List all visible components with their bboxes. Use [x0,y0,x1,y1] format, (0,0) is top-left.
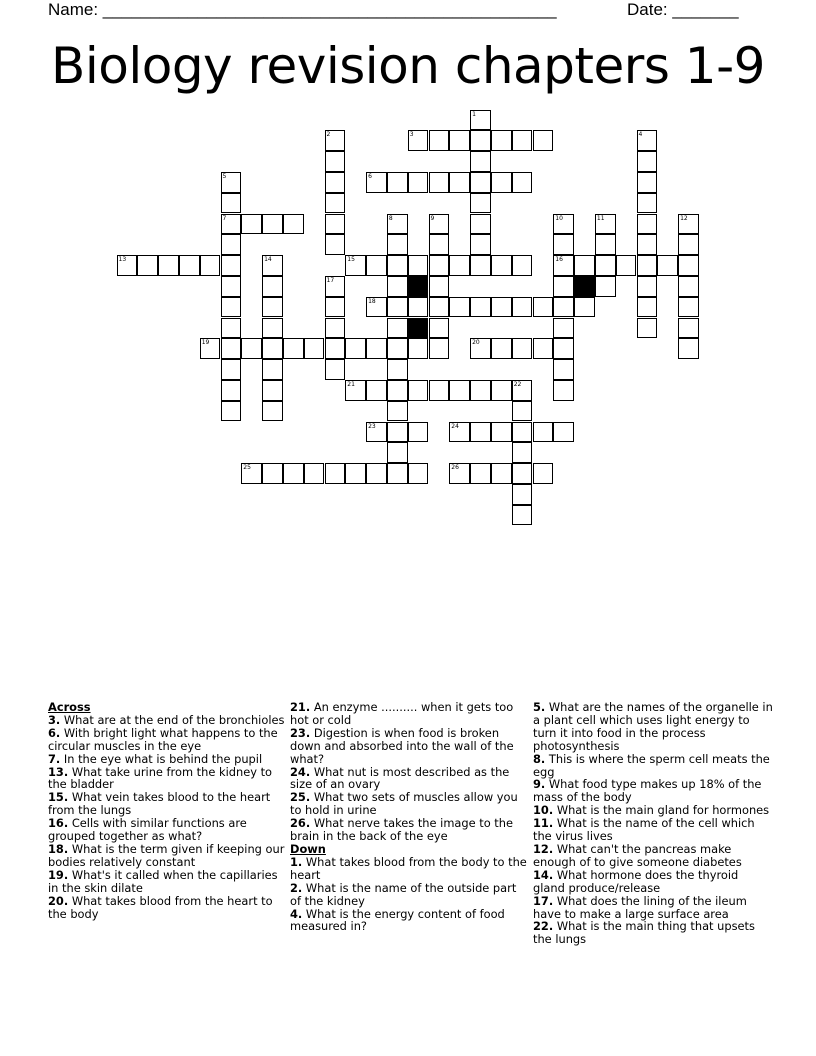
crossword-cell[interactable] [429,234,450,255]
clue-text: What's it called when the capillaries in the skin dilate [48,867,278,895]
clue-number: 17 [326,276,335,284]
down-clue [290,908,530,934]
crossword-cell[interactable] [387,442,408,463]
crossword-cell[interactable] [429,297,450,318]
crossword-cell[interactable] [553,380,574,401]
crossword-cell[interactable] [241,214,262,235]
crossword-cell[interactable] [491,130,512,151]
clue-num: 8. [533,751,546,766]
crossword-cell[interactable] [221,234,242,255]
clue-text: What is the main gland for hormones [556,803,770,818]
crossword-cell[interactable] [366,422,387,443]
clue-num: 24. [290,764,311,779]
crossword-cell[interactable] [512,130,533,151]
clue-text: In the eye what is behind the pupil [63,751,263,766]
crossword-cell[interactable] [470,172,491,193]
down-clue [290,882,530,908]
clue-text: What two sets of muscles allow you to hold in urine [290,790,518,818]
crossword-cell[interactable] [553,255,574,276]
clue-num: 26. [290,816,311,831]
crossword-cell[interactable] [283,338,304,359]
crossword-cell[interactable] [512,463,533,484]
crossword-cell[interactable] [366,255,387,276]
crossword-cell[interactable] [553,359,574,380]
crossword-cell[interactable] [470,130,491,151]
clue-number: 19 [201,339,210,347]
clue-text: What is the term given if keeping our bodies relatively constant [48,841,285,869]
crossword-cell[interactable] [429,318,450,339]
clue-num: 10. [533,803,554,818]
clue-num: 2. [290,880,303,895]
crossword-cell[interactable] [117,255,138,276]
crossword-cell[interactable] [533,338,554,359]
clue-text: What is the name of the cell which the virus lives [533,816,755,844]
crossword-cell[interactable] [491,422,512,443]
crossword-cell[interactable] [221,214,242,235]
clue-text: What vein takes blood to the heart from the lungs [48,790,271,818]
crossword-cell[interactable] [512,401,533,422]
crossword-cell[interactable] [408,297,429,318]
crossword-cell[interactable] [533,422,554,443]
crossword-cell[interactable] [470,110,491,131]
crossword-cell[interactable] [533,463,554,484]
crossword-cell[interactable] [678,297,699,318]
crossword-cell[interactable] [387,422,408,443]
clue-number: 18 [368,297,376,305]
crossword-cell[interactable] [470,463,491,484]
crossword-cell[interactable] [387,276,408,297]
crossword-cell[interactable] [678,214,699,235]
crossword-cell[interactable] [678,255,699,276]
crossword-cell[interactable] [262,255,283,276]
crossword-cell[interactable] [595,255,616,276]
crossword-cell[interactable] [221,193,242,214]
clue-number: 1 [472,110,476,118]
clue-text: What is the name of the outside part of the kidney [290,880,517,908]
clue-number: 16 [555,256,563,264]
clue-heading: Down [290,841,326,856]
crossword-cell[interactable] [512,338,533,359]
crossword-cell[interactable] [637,193,658,214]
crossword-cell[interactable] [637,172,658,193]
clue-num: 9. [533,777,546,792]
clue-text: What are at the end of the bronchioles [63,712,285,727]
crossword-cell[interactable] [512,484,533,505]
crossword-cell[interactable] [408,380,429,401]
down-clue [533,895,773,921]
down-clue [533,701,773,753]
crossword-cell[interactable] [512,505,533,526]
across-clue [48,895,288,921]
clue-text: What is the energy content of food measured in? [290,906,505,934]
crossword-cell[interactable] [449,463,470,484]
crossword-cell[interactable] [325,234,346,255]
clue-text: What take urine from the kidney to the bladder [48,764,272,792]
crossword-cell[interactable] [387,401,408,422]
crossword-cell[interactable] [470,193,491,214]
crossword-cell[interactable] [491,172,512,193]
crossword-cell[interactable] [325,318,346,339]
black-cell [408,318,429,339]
across-clue [290,727,530,766]
down-clue [533,869,773,895]
clue-number: 9 [430,214,435,222]
clue-number: 5 [222,172,227,180]
crossword-cell[interactable] [678,234,699,255]
across-clue [290,766,530,792]
clue-num: 15. [48,790,69,805]
clue-num: 12. [533,841,554,856]
crossword-cell[interactable] [304,463,325,484]
clue-num: 11. [533,816,554,831]
clue-number: 10 [555,214,563,222]
crossword-cell[interactable] [408,255,429,276]
crossword-cell[interactable] [449,130,470,151]
crossword-cell[interactable] [470,151,491,172]
clue-number: 21 [347,380,355,388]
crossword-cell[interactable] [137,255,158,276]
clue-text: What can't the pancreas make enough of to give someone diabetes [533,841,742,869]
crossword-cell[interactable] [512,422,533,443]
crossword-cell[interactable] [678,276,699,297]
crossword-cell[interactable] [595,234,616,255]
clue-text: This is where the sperm cell meats the egg [533,751,770,779]
crossword-cell[interactable] [429,255,450,276]
across-clue [48,727,288,753]
crossword-cell[interactable] [553,338,574,359]
crossword-cell[interactable] [408,338,429,359]
clue-text: What are the names of the organelle in a plant cell which uses light energy to turn it into food in the process photosynthesis [533,700,773,753]
clue-num: 23. [290,725,311,740]
crossword-cell[interactable] [325,297,346,318]
across-clue [48,791,288,817]
across-clue [48,843,288,869]
crossword-cell[interactable] [470,380,491,401]
crossword-cell[interactable] [262,463,283,484]
crossword-cell[interactable] [304,338,325,359]
crossword-cell[interactable] [449,422,470,443]
crossword-cell[interactable] [449,297,470,318]
down-clue [533,920,773,946]
crossword-cell[interactable] [449,380,470,401]
crossword-cell[interactable] [491,380,512,401]
crossword-cell[interactable] [512,172,533,193]
clues-column-1 [48,701,288,920]
crossword-cell[interactable] [512,297,533,318]
clue-num: 18. [48,841,69,856]
crossword-cell[interactable] [637,276,658,297]
clue-number: 13 [118,256,127,264]
crossword-cell[interactable] [491,338,512,359]
crossword-cell[interactable] [574,255,595,276]
crossword-cell[interactable] [408,172,429,193]
crossword-cell[interactable] [637,297,658,318]
crossword-cell[interactable] [553,297,574,318]
crossword-cell[interactable] [262,276,283,297]
crossword-cell[interactable] [221,318,242,339]
clue-num: 13. [48,764,69,779]
clue-text: Cells with similar functions are grouped together as what? [48,816,247,844]
clue-number: 3 [409,131,414,139]
crossword-cell[interactable] [221,359,242,380]
crossword-cell[interactable] [429,214,450,235]
crossword-cell[interactable] [616,255,637,276]
crossword-cell[interactable] [470,234,491,255]
crossword-cell[interactable] [200,338,221,359]
clue-number: 7 [222,214,227,222]
clue-num: 14. [533,867,554,882]
crossword-cell[interactable] [595,276,616,297]
crossword-cell[interactable] [449,172,470,193]
crossword-cell[interactable] [221,172,242,193]
page-title: Biology revision chapters 1-9 [51,37,765,95]
crossword-cell[interactable] [221,338,242,359]
clue-number: 6 [368,172,372,180]
black-cell [408,276,429,297]
crossword-cell[interactable] [366,380,387,401]
clue-number: 26 [451,464,459,472]
crossword-cell[interactable] [200,255,221,276]
clue-number: 14 [264,256,272,264]
crossword-cell[interactable] [470,255,491,276]
clue-number: 4 [638,131,643,139]
crossword-cell[interactable] [325,151,346,172]
crossword-cell[interactable] [345,255,366,276]
crossword-cell[interactable] [637,151,658,172]
crossword-cell[interactable] [325,276,346,297]
crossword-cell[interactable] [325,214,346,235]
crossword-cell[interactable] [325,338,346,359]
crossword-cell[interactable] [387,318,408,339]
crossword-cell[interactable] [637,214,658,235]
crossword-cell[interactable] [387,297,408,318]
clue-text: What food type makes up 18% of the mass of the body [533,777,762,805]
clue-num: 3. [48,712,61,727]
crossword-cell[interactable] [491,297,512,318]
crossword-cell[interactable] [678,338,699,359]
clue-text: Digestion is when food is broken down and absorbed into the wall of the what? [290,725,514,766]
crossword-cell[interactable] [470,297,491,318]
crossword-cell[interactable] [345,380,366,401]
crossword-cell[interactable] [325,172,346,193]
across-clue [290,701,530,727]
crossword-cell[interactable] [262,401,283,422]
crossword-cell[interactable] [366,338,387,359]
crossword-cell[interactable] [429,276,450,297]
clue-number: 25 [243,464,251,472]
crossword-cell[interactable] [595,214,616,235]
crossword-cell[interactable] [533,297,554,318]
clues-column-2 [290,701,530,933]
crossword-cell[interactable] [491,463,512,484]
crossword-cell[interactable] [262,380,283,401]
clue-text: What takes blood from the body to the heart [290,854,527,882]
crossword-cell[interactable] [470,422,491,443]
crossword-cell[interactable] [221,297,242,318]
clue-text: What nerve takes the image to the brain in the back of the eye [290,816,514,844]
black-cell [574,276,595,297]
clue-num: 5. [533,700,546,714]
crossword-cell[interactable] [408,130,429,151]
across-clue [290,791,530,817]
clue-num: 17. [533,893,554,908]
crossword-cell[interactable] [533,130,554,151]
clue-text: An enzyme .......... when it gets too hot or cold [290,700,514,727]
crossword-cell[interactable] [387,359,408,380]
crossword-cell[interactable] [262,214,283,235]
clue-text: What is the main thing that upsets the lungs [533,919,755,947]
across-clue [290,817,530,843]
crossword-cell[interactable] [491,255,512,276]
crossword-cell[interactable] [387,172,408,193]
across-clue [48,869,288,895]
clue-number: 2 [326,131,331,139]
crossword-cell[interactable] [241,463,262,484]
across-clue [48,766,288,792]
crossword-cell[interactable] [283,463,304,484]
name-field[interactable]: Name: ________________________________________________ [48,0,557,19]
crossword-cell[interactable] [429,172,450,193]
crossword-cell[interactable] [387,463,408,484]
crossword-cell[interactable] [387,338,408,359]
crossword-cell[interactable] [637,318,658,339]
clue-number: 22 [513,380,522,388]
crossword-cell[interactable] [470,338,491,359]
clue-number: 23 [368,422,376,430]
crossword-cell[interactable] [387,214,408,235]
crossword-cell[interactable] [387,255,408,276]
crossword-cell[interactable] [429,380,450,401]
clue-text: With bright light what happens to the circular muscles in the eye [48,725,278,753]
date-field[interactable]: Date: _______ [627,0,739,19]
crossword-cell[interactable] [429,130,450,151]
crossword-cell[interactable] [325,130,346,151]
crossword-cell[interactable] [158,255,179,276]
crossword-cell[interactable] [241,338,262,359]
clue-num: 25. [290,790,311,805]
crossword-cell[interactable] [429,338,450,359]
clue-text: What nut is most described as the size of an ovary [290,764,510,792]
down-clue [533,817,773,843]
crossword-cell[interactable] [221,276,242,297]
crossword-cell[interactable] [325,463,346,484]
clue-number: 20 [472,339,480,347]
crossword-cell[interactable] [637,234,658,255]
crossword-cell[interactable] [262,297,283,318]
crossword-cell[interactable] [325,359,346,380]
crossword-cell[interactable] [512,255,533,276]
clue-num: 19. [48,867,69,882]
crossword-cell[interactable] [221,255,242,276]
clue-num: 21. [290,700,311,714]
crossword-cell[interactable] [366,297,387,318]
down-clue [290,856,530,882]
clue-number: 15 [347,256,355,264]
across-clue [48,817,288,843]
crossword-cell[interactable] [366,172,387,193]
clue-num: 1. [290,854,303,869]
crossword-cell[interactable] [262,359,283,380]
crossword-cell[interactable] [553,318,574,339]
crossword-cell[interactable] [221,401,242,422]
crossword-cell[interactable] [262,338,283,359]
crossword-cell[interactable] [387,234,408,255]
down-clue [533,843,773,869]
crossword-cell[interactable] [553,234,574,255]
clue-text: What does the lining of the ileum have to make a large surface area [533,893,747,921]
crossword-cell[interactable] [387,380,408,401]
clue-num: 7. [48,751,61,766]
crossword-cell[interactable] [179,255,200,276]
crossword-cell[interactable] [657,255,678,276]
crossword-cell[interactable] [637,130,658,151]
crossword-cell[interactable] [262,318,283,339]
clue-num: 6. [48,725,61,740]
clue-num: 20. [48,893,69,908]
crossword-cell[interactable] [553,214,574,235]
clue-number: 11 [596,214,605,222]
clue-heading: Across [48,700,91,714]
clue-text: What hormone does the thyroid gland produce/release [533,867,739,895]
crossword-cell[interactable] [574,297,595,318]
clue-number: 24 [451,422,459,430]
crossword-cell[interactable] [637,255,658,276]
crossword-cell[interactable] [345,338,366,359]
clue-num: 4. [290,906,303,921]
crossword-cell[interactable] [512,442,533,463]
crossword-cell[interactable] [678,318,699,339]
crossword-cell[interactable] [470,214,491,235]
crossword-cell[interactable] [283,214,304,235]
crossword-cell[interactable] [221,380,242,401]
crossword-cell[interactable] [408,463,429,484]
crossword-cell[interactable] [553,422,574,443]
clue-num: 22. [533,919,554,934]
clue-num: 16. [48,816,69,831]
clue-text: What takes blood from the heart to the body [48,893,273,921]
down-clue [533,778,773,804]
clue-number: 8 [388,214,393,222]
clues-column-3 [533,701,773,946]
crossword-cell[interactable] [449,255,470,276]
crossword-cell[interactable] [553,276,574,297]
crossword-cell[interactable] [408,422,429,443]
crossword-cell[interactable] [512,380,533,401]
crossword-cell[interactable] [325,193,346,214]
down-clue [533,753,773,779]
crossword-cell[interactable] [366,463,387,484]
clue-number: 12 [680,214,688,222]
crossword-cell[interactable] [345,463,366,484]
